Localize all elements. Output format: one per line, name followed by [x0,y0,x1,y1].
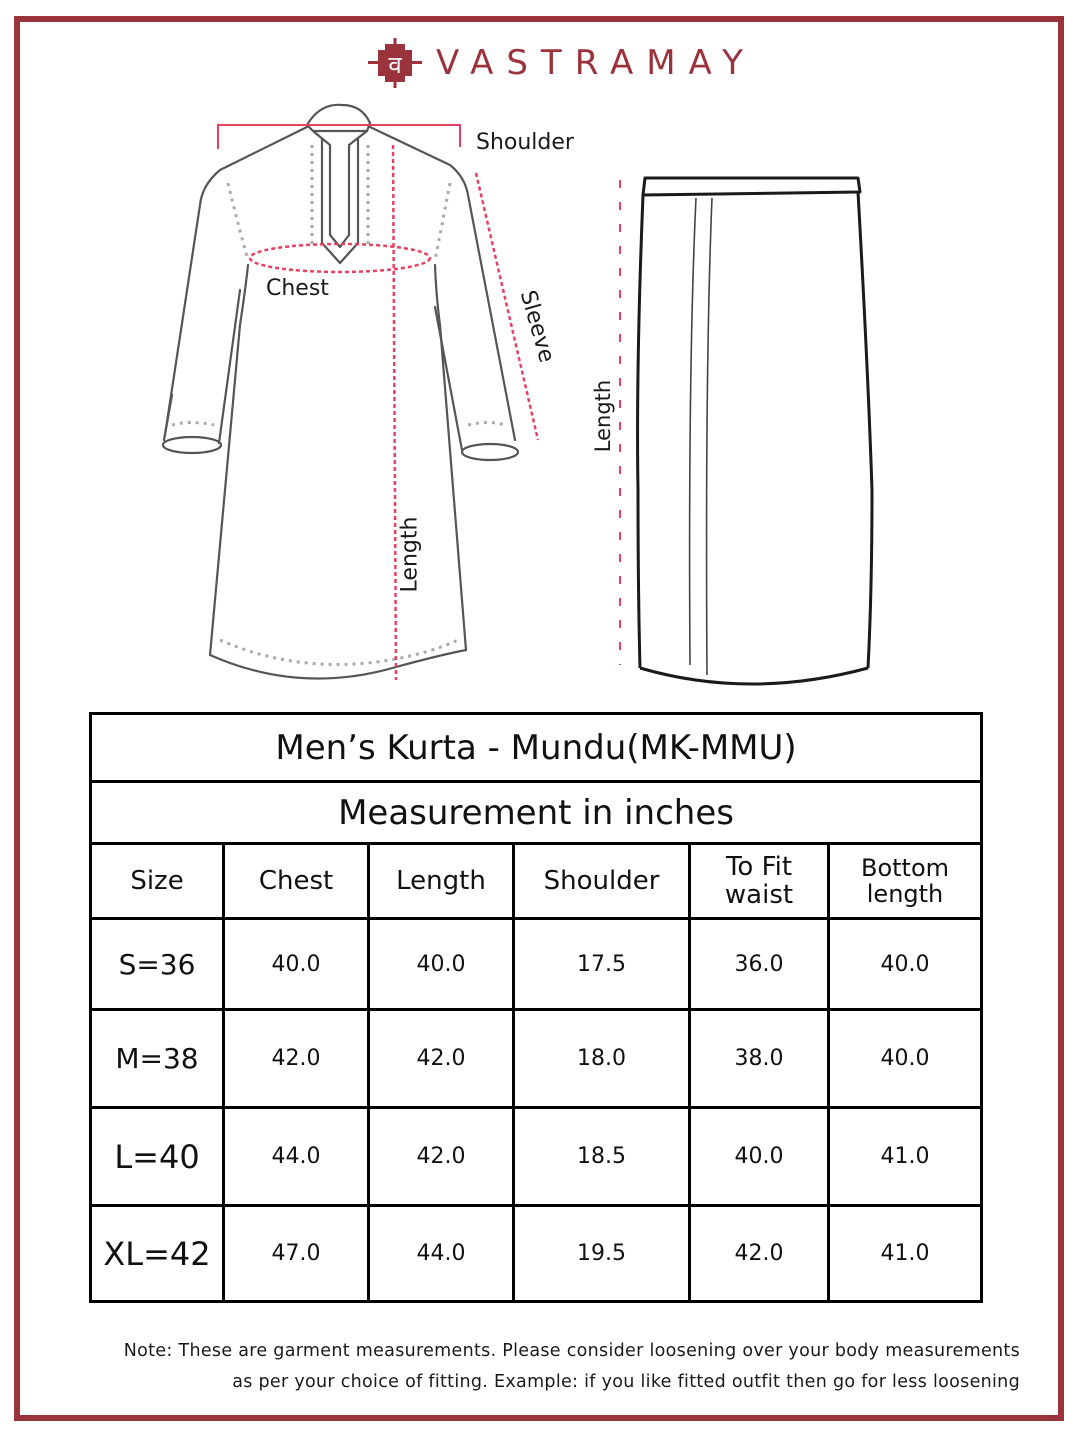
kurta-diagram [150,95,570,695]
shoulder-cell: 18.5 [514,1108,690,1206]
bottom-length-cell: 40.0 [829,1010,982,1108]
header-size: Size [91,844,224,919]
size-cell: L=40 [91,1108,224,1206]
mundu-length-label: Length [591,379,616,453]
waist-cell: 40.0 [690,1108,829,1206]
table-row [91,1010,982,1108]
table-title: Men’s Kurta - Mundu(MK-MMU) [91,714,982,782]
note-line-2: as per your choice of fitting. Example: if you like fitted outfit then go for less loosening [232,1372,1020,1392]
bottom-length-cell: 41.0 [829,1108,982,1206]
shoulder-cell: 17.5 [514,919,690,1010]
sleeve-label: Sleeve [514,287,560,366]
mundu-diagram [600,170,890,690]
bottom-length-cell: 40.0 [829,919,982,1010]
bottom-length-cell: 41.0 [829,1206,982,1302]
waist-cell: 38.0 [690,1010,829,1108]
length-cell: 42.0 [369,1010,514,1108]
length-cell: 40.0 [369,919,514,1010]
header-length: Length [369,844,514,919]
length-cell: 44.0 [369,1206,514,1302]
chest-cell: 47.0 [224,1206,369,1302]
brand-mark-icon [368,38,422,88]
note-line-1: Note: These are garment measurements. Please consider loosening over your body measurements [123,1341,1020,1361]
table-row [91,1108,982,1206]
chest-cell: 42.0 [224,1010,369,1108]
brand-name: VASTRAMAY [436,43,756,83]
header-to-fit-waist: To Fit waist [690,844,829,919]
waist-cell: 42.0 [690,1206,829,1302]
svg-text:व: व [388,51,402,79]
table-row [91,919,982,1010]
shoulder-cell: 19.5 [514,1206,690,1302]
table-row [91,1206,982,1302]
chest-label: Chest [266,276,329,301]
chest-cell: 40.0 [224,919,369,1010]
brand-logo [368,38,756,88]
fitting-note [40,1336,1020,1398]
header-row [91,844,982,919]
header-shoulder: Shoulder [514,844,690,919]
size-cell: S=36 [91,919,224,1010]
kurta-length-label: Length [397,516,423,593]
header-chest: Chest [224,844,369,919]
size-cell: XL=42 [91,1206,224,1302]
waist-cell: 36.0 [690,919,829,1010]
shoulder-cell: 18.0 [514,1010,690,1108]
chest-cell: 44.0 [224,1108,369,1206]
shoulder-label: Shoulder [476,130,574,155]
size-cell: M=38 [91,1010,224,1108]
length-cell: 42.0 [369,1108,514,1206]
size-chart-table [89,712,983,1303]
header-bottom-length: Bottom length [829,844,982,919]
table-subtitle: Measurement in inches [91,782,982,844]
